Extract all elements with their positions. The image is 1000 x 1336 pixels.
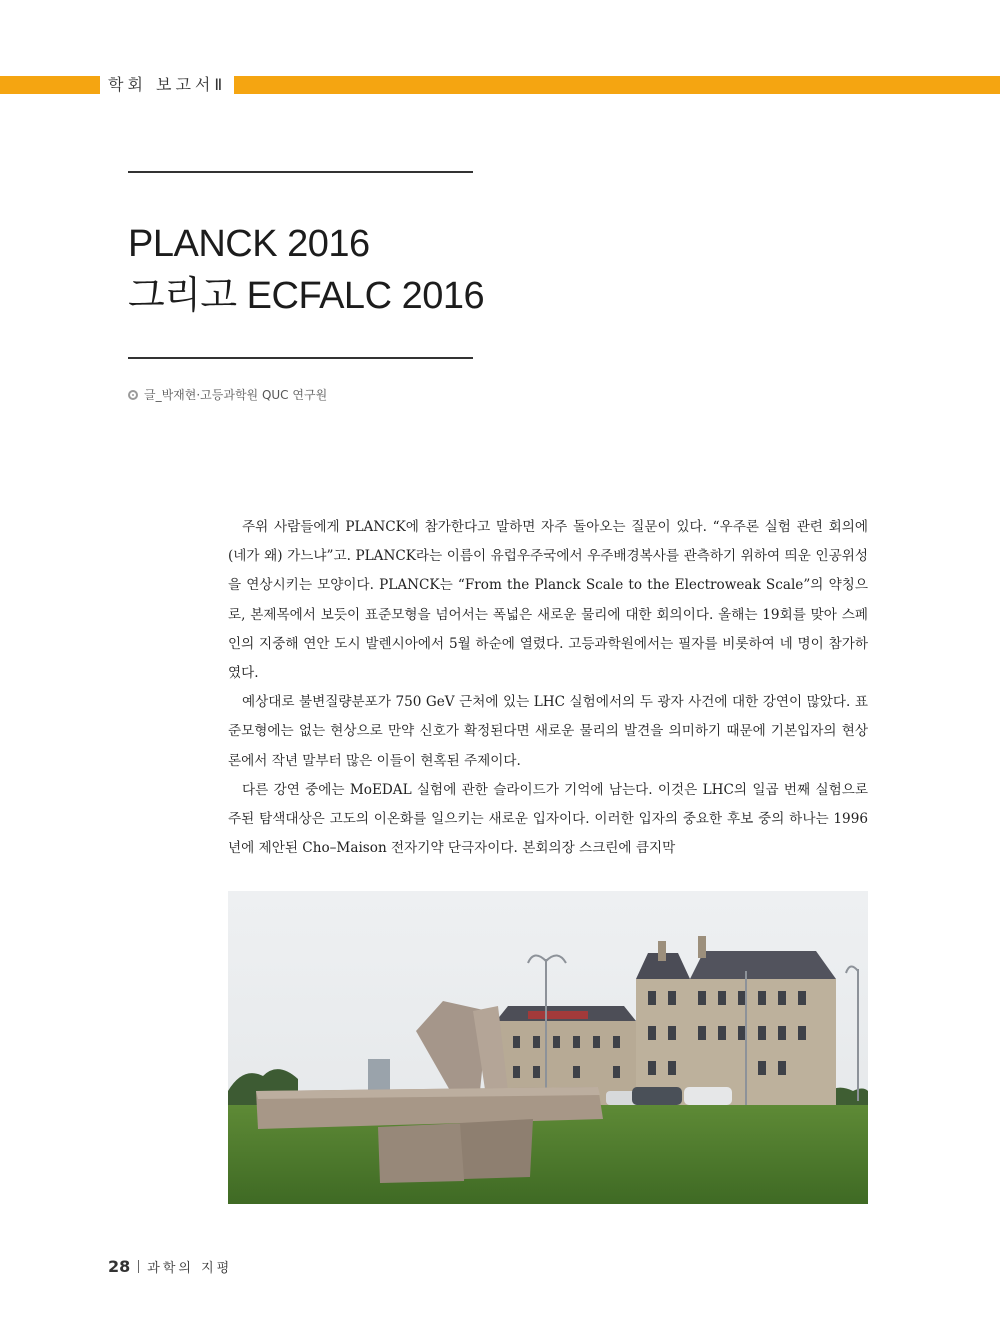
page-footer (108, 1257, 232, 1276)
paragraph: 주위 사람들에게 PLANCK에 참가한다고 말하면 자주 돌아오는 질문이 있다. “우주론 실험 관련 회의에 (네가 왜) 가느냐”고. PLANCK라는 이름이 유럽우주국에서 우주배경복사를 관측하기 위하여 띄운 인공위성을 연상시키는 모양이다. PLANCK는 “From the Planck Scale to the Electroweak Scale”의 약칭으로, 본제목에서 보듯이 표준모형을 넘어서는 폭넓은 새로운 물리에 대한 회의이다. 올해는 19회를 맞아 스페인의 지중해 연안 도시 발렌시아에서 5월 하순에 열렸다. 고등과학원에서는 필자를 비롯하여 네 명이 참가하였다. (228, 519, 868, 682)
title-top-rule (128, 171, 473, 173)
title-line-2: 그리고 ECFALC 2016 (128, 275, 485, 317)
page-number: 28 (108, 1257, 131, 1276)
article-body (228, 513, 868, 863)
paragraph: 다른 강연 중에는 MoEDAL 실험에 관한 슬라이드가 기억에 남는다. 이것은 LHC의 일곱 번째 실험으로 주된 탐색대상은 고도의 이온화를 일으키는 새로운 입자이다. 이러한 입자의 중요한 후보 중의 하나는 1996년에 제안된 Cho–Maison 전자기약 단극자이다. 본회의장 스크린에 큼지막 (228, 781, 868, 857)
title-bottom-rule (128, 357, 473, 359)
bullet-icon (128, 390, 138, 400)
title-line-1: PLANCK 2016 (128, 223, 370, 265)
section-label: 학회 보고서Ⅱ (100, 72, 234, 98)
article-title (128, 218, 484, 322)
palace-stone-sculpture-image (228, 891, 868, 1204)
magazine-name: 과학의 지평 (147, 1261, 233, 1276)
byline (128, 386, 327, 403)
footer-divider (138, 1260, 139, 1273)
venue-photo (228, 891, 868, 1204)
byline-text: 글_박재현·고등과학원 QUC 연구원 (144, 388, 328, 402)
paragraph: 예상대로 불변질량분포가 750 GeV 근처에 있는 LHC 실험에서의 두 광자 사건에 대한 강연이 많았다. 표준모형에는 없는 현상으로 만약 신호가 확정된다면 새로운 물리의 발견을 의미하기 때문에 기본입자의 현상론에서 작년 말부터 많은 이들이 현혹된 주제이다. (228, 694, 868, 769)
